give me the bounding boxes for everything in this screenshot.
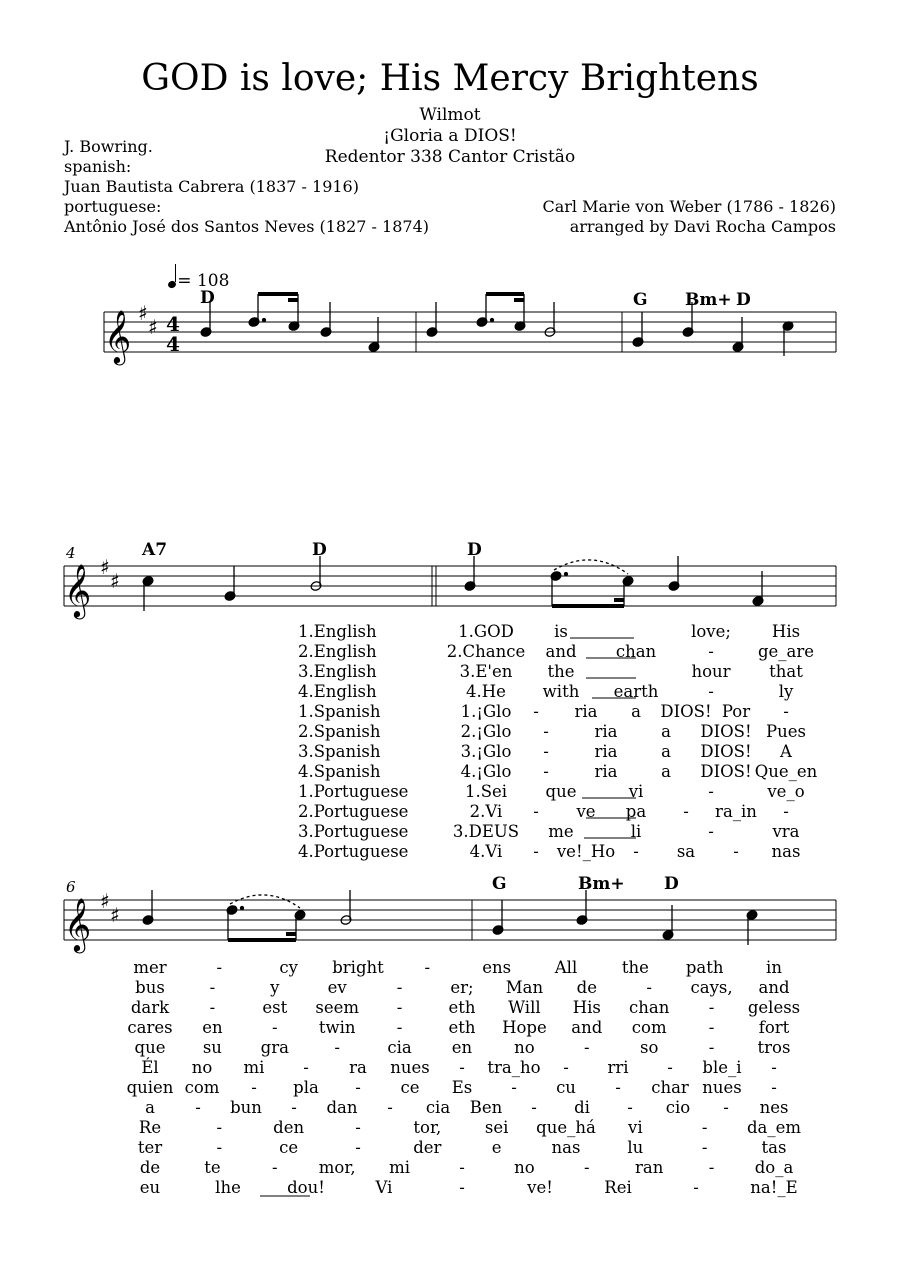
lyric-syllable: en bbox=[202, 1018, 223, 1037]
lyric-syllable: - bbox=[459, 1178, 465, 1197]
lyric-syllable: - bbox=[783, 802, 789, 821]
svg-text:♯: ♯ bbox=[138, 301, 148, 325]
lyric-syllable: tas bbox=[761, 1138, 787, 1157]
lyric-syllable: - bbox=[563, 1058, 569, 1077]
lyric-syllable: mi bbox=[389, 1158, 411, 1177]
lyric-syllable: DIOS! bbox=[700, 742, 752, 761]
svg-text:4: 4 bbox=[166, 332, 180, 356]
lyric-syllable: DIOS! bbox=[700, 722, 752, 741]
lyric-syllable: 3.E'en bbox=[459, 662, 513, 681]
lyric-syllable: vi bbox=[628, 782, 644, 801]
time-signature bbox=[166, 312, 180, 356]
lyric-syllable: - bbox=[533, 802, 539, 821]
lyric-syllable: Por bbox=[721, 702, 751, 721]
verse-label: 4.Spanish bbox=[298, 762, 381, 781]
lyric-syllable: and bbox=[545, 642, 577, 661]
lyric-syllable: - bbox=[533, 702, 539, 721]
measure-number: 4 bbox=[66, 544, 76, 562]
lyric-syllable: ve! bbox=[527, 1178, 553, 1197]
lyric-syllable: en bbox=[451, 1038, 473, 1057]
lyric-syllable: a bbox=[661, 742, 671, 761]
chord-symbol: A7 bbox=[142, 540, 168, 560]
lyric-syllable: 4.¡Glo bbox=[460, 762, 512, 781]
chord-symbol: D bbox=[312, 540, 327, 560]
lyric-syllable: - bbox=[209, 998, 216, 1017]
chord-symbol: Bm+ bbox=[578, 874, 625, 894]
lyric-syllable: - bbox=[543, 722, 549, 741]
lyric-syllable: - bbox=[683, 802, 689, 821]
lyric-syllable: A bbox=[780, 742, 792, 761]
lyric-syllable: His bbox=[572, 998, 601, 1017]
lyric-syllable: ge_are bbox=[757, 642, 815, 661]
lyric-syllable: - bbox=[708, 1158, 715, 1177]
lyric-syllable: - bbox=[646, 978, 652, 997]
lyric-syllable: ce bbox=[279, 1138, 299, 1157]
tune-name: Wilmot bbox=[419, 105, 481, 125]
composer-credit: Carl Marie von Weber (1786 - 1826) bbox=[542, 197, 836, 216]
lyric-syllable: a bbox=[661, 762, 671, 781]
lyricist-credit: J. Bowring. bbox=[64, 137, 153, 156]
lyric-syllable: ev bbox=[327, 978, 347, 997]
lyric-syllable: mor, bbox=[318, 1158, 356, 1177]
svg-text:♯: ♯ bbox=[110, 903, 120, 927]
lyric-syllable: tor, bbox=[413, 1118, 442, 1137]
lyric-syllable: na!_E bbox=[750, 1178, 798, 1197]
lyric-syllable: eth bbox=[448, 1018, 476, 1037]
staff-system-2 bbox=[64, 566, 836, 606]
svg-text:4: 4 bbox=[166, 312, 180, 336]
spanish-translator: Juan Bautista Cabrera (1837 - 1916) bbox=[64, 177, 359, 196]
lyric-syllable: Es bbox=[451, 1078, 473, 1097]
lyric-syllable: - bbox=[543, 742, 549, 761]
lyric-syllable: - bbox=[355, 1078, 361, 1097]
chord-symbol: Bm+ bbox=[685, 290, 732, 310]
treble-clef-icon: 𝄞 bbox=[64, 563, 92, 617]
lyric-syllable: ce bbox=[400, 1078, 420, 1097]
lyric-syllable: de bbox=[576, 978, 597, 997]
lyric-syllable: and bbox=[758, 978, 790, 997]
lyric-syllable: ra_in bbox=[715, 802, 757, 821]
lyric-syllable: a bbox=[661, 722, 671, 741]
lyric-syllable: 4.Vi bbox=[469, 842, 503, 861]
lyric-syllable: seem bbox=[315, 998, 360, 1017]
lyric-syllable: nas bbox=[551, 1138, 581, 1157]
lyric-syllable: vi bbox=[628, 1118, 643, 1137]
lyric-syllable: ve_o bbox=[767, 782, 805, 801]
lyric-syllable: - bbox=[708, 642, 714, 661]
lyric-syllable: com bbox=[184, 1078, 220, 1097]
lyric-syllable: - bbox=[708, 822, 714, 841]
lyric-syllable: fort bbox=[758, 1018, 790, 1037]
lyric-syllable: da_em bbox=[746, 1118, 802, 1137]
lyric-syllable: de bbox=[139, 1158, 161, 1177]
svg-text:♯: ♯ bbox=[148, 315, 158, 339]
chord-symbol: D bbox=[200, 288, 215, 308]
measure-number: 6 bbox=[66, 878, 76, 896]
lyric-syllable: li bbox=[630, 822, 642, 841]
lyric-syllable: - bbox=[216, 958, 223, 977]
lyric-syllable: cy bbox=[279, 958, 298, 977]
lyric-syllable: the bbox=[621, 958, 649, 977]
lyric-syllable: - bbox=[396, 1018, 403, 1037]
lyric-syllable: ens bbox=[482, 958, 512, 977]
lyric-syllable: do_a bbox=[754, 1158, 794, 1177]
lyric-syllable: sa bbox=[676, 842, 696, 861]
arranger-credit: arranged by Davi Rocha Campos bbox=[569, 217, 836, 236]
lyric-syllable: com bbox=[631, 1018, 667, 1037]
lyric-syllable: sei bbox=[484, 1118, 509, 1137]
verse-label: 1.English bbox=[298, 622, 377, 641]
lyric-syllable: - bbox=[209, 978, 216, 997]
spanish-label: spanish: bbox=[64, 157, 132, 176]
lyric-syllable: - bbox=[396, 998, 403, 1017]
lyric-syllable: me bbox=[548, 822, 574, 841]
lyric-syllable: in bbox=[766, 958, 782, 977]
lyric-syllable: 2.Vi bbox=[469, 802, 503, 821]
lyric-syllable: - bbox=[723, 1098, 729, 1117]
lyric-syllable: 1.Sei bbox=[464, 782, 508, 801]
lyric-syllable: - bbox=[355, 1138, 361, 1157]
chord-symbol: G bbox=[492, 874, 507, 894]
verse-label: 3.English bbox=[298, 662, 377, 681]
lyric-syllable: that bbox=[769, 662, 803, 681]
lyric-syllable: su bbox=[202, 1038, 222, 1057]
lyric-syllable: di bbox=[574, 1098, 590, 1117]
lyric-syllable: er; bbox=[450, 978, 474, 997]
tempo-value: = 108 bbox=[177, 271, 230, 291]
lyric-syllable: 4.He bbox=[466, 682, 506, 701]
lyric-syllable: ve bbox=[576, 802, 596, 821]
hymnal-references: Redentor 338 Cantor Cristão bbox=[324, 147, 576, 167]
lyric-syllable: ria bbox=[594, 722, 618, 741]
lyric-syllable: ly bbox=[778, 682, 794, 701]
lyric-syllable: bun bbox=[230, 1098, 262, 1117]
lyric-syllable: with bbox=[542, 682, 580, 701]
lyric-syllable: - bbox=[251, 1078, 257, 1097]
lyric-syllable: 1.GOD bbox=[458, 622, 514, 641]
lyric-syllable: - bbox=[533, 842, 539, 861]
lyric-syllable: eu bbox=[139, 1178, 161, 1197]
lyric-syllable: - bbox=[708, 1018, 715, 1037]
lyric-syllable: gra bbox=[260, 1038, 289, 1057]
lyric-syllable: Man bbox=[505, 978, 544, 997]
verse-label: 1.Portuguese bbox=[298, 782, 409, 801]
lyric-syllable: - bbox=[355, 1118, 361, 1137]
lyric-syllable: - bbox=[459, 1158, 465, 1177]
chord-symbol: D bbox=[736, 290, 751, 310]
lyric-syllable: vra bbox=[772, 822, 800, 841]
lyric-syllable: te bbox=[204, 1158, 221, 1177]
lyric-syllable: der bbox=[413, 1138, 442, 1157]
lyric-syllable: - bbox=[667, 1058, 673, 1077]
lyric-syllable: est bbox=[262, 998, 288, 1017]
verse-labels bbox=[298, 622, 408, 862]
verse-label: 2.Spanish bbox=[298, 722, 381, 741]
lyric-syllable: que bbox=[134, 1038, 166, 1057]
lyric-syllable: cio bbox=[665, 1098, 691, 1117]
lyric-syllable: e bbox=[491, 1138, 502, 1157]
verse-label: 3.Portuguese bbox=[298, 822, 409, 841]
lyric-syllable: ria bbox=[594, 762, 618, 781]
lyric-syllable: All bbox=[554, 958, 578, 977]
lyric-syllable: - bbox=[303, 1058, 309, 1077]
lyric-syllable: - bbox=[708, 998, 715, 1017]
lyric-syllable: quien bbox=[126, 1078, 174, 1097]
svg-text:♯: ♯ bbox=[100, 889, 110, 913]
lyric-syllable: ve!_Ho bbox=[556, 842, 616, 861]
lyric-syllable: dark bbox=[130, 998, 170, 1017]
lyric-syllable: 1.¡Glo bbox=[460, 702, 512, 721]
key-signature bbox=[100, 301, 158, 927]
lyric-syllable: no bbox=[514, 1158, 535, 1177]
verse-label: 4.Portuguese bbox=[298, 842, 409, 861]
lyric-syllable: - bbox=[633, 842, 639, 861]
lyric-syllable: - bbox=[334, 1038, 340, 1057]
lyric-syllable: so bbox=[639, 1038, 659, 1057]
chord-symbol: D bbox=[467, 540, 482, 560]
lyric-syllable: bus bbox=[135, 978, 165, 997]
lyric-syllable: path bbox=[685, 958, 724, 977]
lyric-syllable: que bbox=[545, 782, 577, 801]
lyric-syllable: no bbox=[514, 1038, 535, 1057]
staff-system-1 bbox=[104, 312, 836, 352]
verse-label: 4.English bbox=[298, 682, 377, 701]
lyric-syllable: Vi bbox=[375, 1178, 393, 1197]
lyric-syllable: DIOS! bbox=[660, 702, 712, 721]
lyric-syllable: - bbox=[584, 1158, 590, 1177]
verse-label: 2.Portuguese bbox=[298, 802, 409, 821]
verse-label: 2.English bbox=[298, 642, 377, 661]
lyric-syllable: rri bbox=[607, 1058, 629, 1077]
lyric-syllable: the bbox=[547, 662, 575, 681]
lyric-syllable: - bbox=[396, 978, 403, 997]
lyric-syllable: - bbox=[584, 1038, 590, 1057]
lyric-syllable: pa bbox=[625, 802, 647, 821]
lyric-syllable: Él bbox=[141, 1058, 159, 1077]
lyric-syllable: 2.¡Glo bbox=[460, 722, 512, 741]
lyric-syllable: - bbox=[627, 1098, 633, 1117]
lyric-syllable: ble_i bbox=[702, 1058, 742, 1077]
lyric-syllable: dan bbox=[326, 1098, 358, 1117]
song-title: GOD is love; His Mercy Brightens bbox=[141, 58, 759, 99]
svg-text:♯: ♯ bbox=[110, 569, 120, 593]
lyric-syllable: - bbox=[783, 702, 789, 721]
lyric-syllable: Re bbox=[138, 1118, 162, 1137]
lyric-syllable: - bbox=[459, 1058, 465, 1077]
lyric-syllable: ran bbox=[635, 1158, 664, 1177]
lyric-syllable: a bbox=[145, 1098, 155, 1117]
lyric-syllable: twin bbox=[318, 1018, 356, 1037]
lyric-syllable: que_há bbox=[536, 1118, 596, 1137]
svg-text:♯: ♯ bbox=[100, 555, 110, 579]
lyric-syllable: cares bbox=[127, 1018, 173, 1037]
lyric-syllable: tros bbox=[757, 1038, 791, 1057]
lyric-syllable: char bbox=[651, 1078, 689, 1097]
chord-symbol: G bbox=[633, 290, 648, 310]
lyric-syllable: cia bbox=[387, 1038, 412, 1057]
lyric-syllable: a bbox=[631, 702, 641, 721]
lyric-syllable: - bbox=[771, 1078, 777, 1097]
lyric-syllable: mi bbox=[243, 1058, 265, 1077]
lyric-syllable: 2.Chance bbox=[446, 642, 526, 661]
lyric-syllable: Pues bbox=[766, 722, 806, 741]
lyric-syllable: tra_ho bbox=[487, 1058, 541, 1077]
lyric-syllable: Rei bbox=[604, 1178, 632, 1197]
lyric-syllable: - bbox=[531, 1098, 537, 1117]
lyric-syllable: ra bbox=[349, 1058, 367, 1077]
lyric-syllable: - bbox=[387, 1098, 393, 1117]
staff-system-3 bbox=[64, 900, 836, 940]
lyric-syllable: chan bbox=[615, 642, 657, 661]
lyric-syllable: - bbox=[701, 1138, 708, 1157]
lyric-syllable: ria bbox=[594, 742, 618, 761]
lyric-syllable: - bbox=[615, 1078, 621, 1097]
verse-label: 1.Spanish bbox=[298, 702, 381, 721]
lyric-syllable: nues bbox=[702, 1078, 742, 1097]
lyric-syllable: - bbox=[424, 958, 431, 977]
lyric-syllable: mer bbox=[133, 958, 167, 977]
lyric-syllable: - bbox=[216, 1138, 223, 1157]
lyric-syllable: ter bbox=[137, 1138, 163, 1157]
lyric-syllable: - bbox=[272, 1018, 278, 1037]
lyric-syllable: DIOS! bbox=[700, 762, 752, 781]
lyric-syllable: earth bbox=[613, 682, 659, 701]
portuguese-label: portuguese: bbox=[64, 197, 162, 216]
lyric-syllable: - bbox=[733, 842, 739, 861]
lyric-syllable: ria bbox=[574, 702, 598, 721]
lyric-syllable: nues bbox=[390, 1058, 430, 1077]
lyric-syllable: His bbox=[771, 622, 801, 641]
lyric-syllable: - bbox=[272, 1158, 278, 1177]
lyric-syllable: - bbox=[708, 1038, 715, 1057]
lyric-syllable: nes bbox=[759, 1098, 789, 1117]
lyric-syllable: - bbox=[708, 682, 714, 701]
lyric-syllable: - bbox=[195, 1098, 201, 1117]
lyric-syllable: love; bbox=[691, 622, 731, 641]
lyric-syllable: dou! bbox=[287, 1178, 325, 1197]
lyric-syllable: - bbox=[771, 1058, 777, 1077]
chord-symbol: D bbox=[664, 874, 679, 894]
lyric-syllable: lu bbox=[627, 1138, 644, 1157]
lyric-syllable: cia bbox=[425, 1098, 451, 1117]
lyric-syllable: - bbox=[511, 1078, 517, 1097]
lyric-syllable: - bbox=[701, 1118, 708, 1137]
lyric-syllable: 3.¡Glo bbox=[460, 742, 512, 761]
lyric-syllable: cays, bbox=[690, 978, 733, 997]
lyric-syllable: 3.DEUS bbox=[452, 822, 520, 841]
verse-label: 3.Spanish bbox=[298, 742, 381, 761]
lyric-syllable: hour bbox=[691, 662, 731, 681]
lyric-syllable: den bbox=[273, 1118, 305, 1137]
portuguese-translator: Antônio José dos Santos Neves (1827 - 1874) bbox=[64, 217, 429, 236]
lyric-syllable: y bbox=[270, 978, 280, 997]
spanish-title: ¡Gloria a DIOS! bbox=[383, 126, 517, 146]
lyric-syllable: - bbox=[291, 1098, 297, 1117]
lyric-syllable: chan bbox=[629, 998, 670, 1017]
lyric-syllable: - bbox=[693, 1178, 699, 1197]
treble-clef-icon: 𝄞 bbox=[64, 897, 92, 951]
lyric-syllable: Will bbox=[508, 998, 541, 1017]
lyric-syllable: eth bbox=[448, 998, 476, 1017]
lyric-syllable: lhe bbox=[215, 1178, 241, 1197]
lyric-syllable: Ben bbox=[469, 1098, 503, 1117]
treble-clef-icon: 𝄞 bbox=[104, 309, 132, 363]
lyric-syllable: - bbox=[543, 762, 549, 781]
lyric-syllable: Hope bbox=[502, 1018, 547, 1037]
lyric-syllable: cu bbox=[556, 1078, 576, 1097]
lyric-syllable: - bbox=[216, 1118, 223, 1137]
lyric-syllable: - bbox=[708, 782, 714, 801]
lyric-syllable: Que_en bbox=[754, 762, 818, 781]
lyric-syllable: pla bbox=[293, 1078, 319, 1097]
lyric-syllable: bright bbox=[332, 958, 384, 977]
lyric-syllable: no bbox=[191, 1058, 213, 1077]
lyric-syllable: and bbox=[571, 1018, 603, 1037]
lyric-syllable: geless bbox=[747, 998, 801, 1017]
lyric-syllable: nas bbox=[771, 842, 801, 861]
lyric-syllable: is bbox=[554, 622, 568, 641]
